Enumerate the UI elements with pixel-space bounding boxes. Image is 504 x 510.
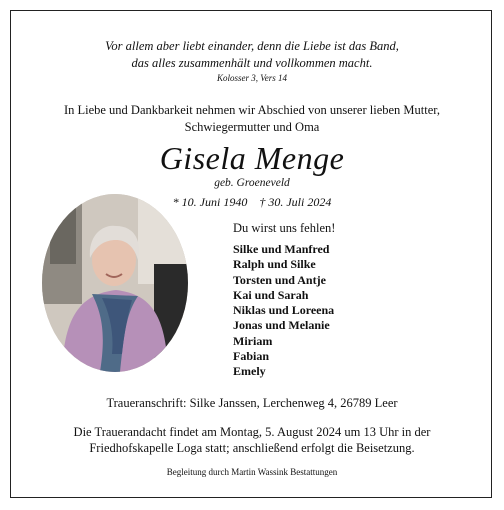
service-line-2: Friedhofskapelle Loga statt; anschließend erfolgt die Beisetzung. xyxy=(89,441,415,455)
maiden-name: geb. Groeneveld xyxy=(214,177,290,189)
funeral-home: Begleitung durch Martin Wassink Bestattungen xyxy=(166,467,338,477)
mourner-name: Fabian xyxy=(233,349,270,364)
deceased-name: Gisela Menge xyxy=(159,140,345,176)
intro-text xyxy=(0,102,504,136)
mourner-name: Niklas und Loreena xyxy=(233,303,335,318)
service-info xyxy=(0,424,504,456)
intro-line-2: Schwiegermutter und Oma xyxy=(184,120,320,134)
quote-line-1: Vor allem aber liebt einander, denn die Liebe ist das Band, xyxy=(105,39,399,53)
mourner-name: Jonas und Melanie xyxy=(233,318,330,333)
portrait-photo xyxy=(42,194,188,372)
quote-source: Kolosser 3, Vers 14 xyxy=(216,73,287,83)
service-line-1: Die Trauerandacht findet am Montag, 5. August 2024 um 13 Uhr in der xyxy=(73,425,431,439)
mourner-name: Kai und Sarah xyxy=(233,287,309,302)
intro-line-1: In Liebe und Dankbarkeit nehmen wir Abschied von unserer lieben Mutter, xyxy=(63,103,441,117)
mourning-address: Traueranschrift: Silke Janssen, Lerchenweg 4, 26789 Leer xyxy=(106,396,398,410)
quote-line-2: das alles zusammenhält und vollkommen macht. xyxy=(131,56,373,70)
mourner-name: Miriam xyxy=(233,333,273,348)
mourner-name: Emely xyxy=(233,364,266,379)
mourner-name: Torsten und Antje xyxy=(233,272,326,287)
life-dates: * 10. Juni 1940 † 30. Juli 2024 xyxy=(172,195,332,209)
mourner-name: Ralph und Silke xyxy=(233,257,316,272)
mourners-list xyxy=(233,242,334,380)
bible-quote xyxy=(0,38,504,72)
mourners-heading: Du wirst uns fehlen! xyxy=(233,221,336,235)
mourner-name: Silke und Manfred xyxy=(233,242,330,256)
